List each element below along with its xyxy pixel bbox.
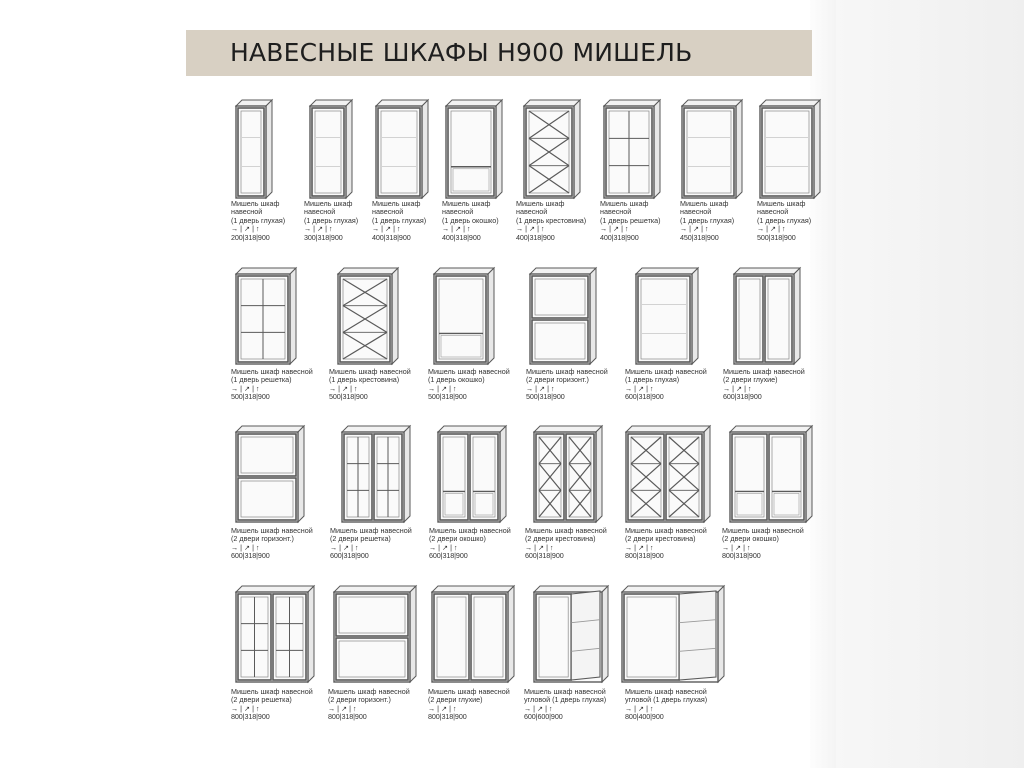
cabinet-body — [434, 274, 488, 364]
cabinet-caption-1 — [231, 200, 285, 242]
cabinet-caption-16 — [330, 527, 412, 561]
orientation-arrows: → | ↗ | ↑ — [680, 224, 709, 234]
caption-line: (1 дверь глухая) — [625, 375, 680, 385]
orientation-arrows: → | ↗ | ↑ — [516, 224, 545, 234]
caption-line: Мишель шкаф — [442, 199, 491, 208]
cabinet-drawing-11 — [434, 268, 498, 368]
caption-line: навесной — [442, 207, 474, 217]
cabinet-dimensions: 800|400|900 — [625, 712, 664, 722]
cabinet-drawing-15 — [236, 426, 308, 526]
cabinet-caption-12 — [526, 368, 608, 402]
cabinet-drawing-20 — [730, 426, 816, 526]
cabinet-caption-19 — [625, 527, 707, 561]
cabinet-caption-13 — [625, 368, 707, 402]
cabinet-body — [760, 106, 814, 198]
caption-line: Мишель шкаф — [516, 199, 565, 208]
caption-line: (1 дверь глухая) — [231, 215, 286, 225]
orientation-arrows: → | ↗ | ↑ — [330, 542, 359, 552]
caption-line: (2 двери глухие) — [723, 375, 778, 385]
cabinet-drawing-19 — [626, 426, 714, 526]
caption-line: Мишель шкаф навесной — [526, 367, 608, 376]
caption-line: Мишель шкаф навесной — [329, 367, 411, 376]
cabinet-caption-2 — [304, 200, 358, 242]
cabinet-body — [636, 274, 692, 364]
caption-line: (1 дверь окошко) — [428, 375, 485, 385]
cabinet-caption-10 — [329, 368, 411, 402]
caption-line: (2 двери горизонт.) — [328, 695, 391, 705]
cabinet-dimensions: 800|318|900 — [428, 712, 467, 722]
caption-line: (1 дверь глухая) — [757, 215, 812, 225]
orientation-arrows: → | ↗ | ↑ — [231, 542, 260, 552]
cabinet-caption-24 — [524, 688, 606, 722]
caption-line: угловой (1 дверь глухая) — [524, 695, 607, 705]
caption-line: (1 дверь глухая) — [680, 215, 735, 225]
cabinet-dimensions: 600|318|900 — [723, 392, 762, 402]
caption-line: Мишель шкаф — [372, 199, 421, 208]
cabinet-caption-8 — [757, 200, 811, 242]
orientation-arrows: → | ↗ | ↑ — [600, 224, 629, 234]
orientation-arrows: → | ↗ | ↑ — [372, 224, 401, 234]
cabinet-body — [236, 106, 266, 198]
cabinet-dimensions: 450|318|900 — [680, 232, 719, 242]
cabinet-dimensions: 500|318|900 — [231, 392, 270, 402]
caption-line: Мишель шкаф навесной — [328, 687, 410, 696]
caption-line: (1 дверь глухая) — [304, 215, 359, 225]
caption-line: Мишель шкаф навесной — [428, 687, 510, 696]
caption-line: (2 двери глухие) — [428, 695, 483, 705]
cabinet-body — [236, 432, 298, 522]
caption-line: (1 дверь крестовина) — [329, 375, 400, 385]
cabinet-drawing-2 — [310, 100, 356, 202]
page-edge-shade — [810, 0, 1024, 768]
caption-line: Мишель шкаф навесной — [723, 367, 805, 376]
cabinet-dimensions: 600|600|900 — [524, 712, 563, 722]
page-title: НАВЕСНЫЕ ШКАФЫ Н900 МИШЕЛЬ — [230, 38, 693, 67]
cabinet-dimensions: 600|318|900 — [231, 551, 270, 561]
orientation-arrows: → | ↗ | ↑ — [428, 703, 457, 713]
cabinet-caption-17 — [429, 527, 511, 561]
cabinet-drawing-17 — [438, 426, 510, 526]
caption-line: (2 двери крестовина) — [525, 534, 596, 544]
cabinet-dimensions: 800|318|900 — [231, 712, 270, 722]
caption-line: навесной — [372, 207, 404, 217]
caption-line: Мишель шкаф навесной — [625, 687, 707, 696]
cabinet-dimensions: 400|318|900 — [372, 232, 411, 242]
orientation-arrows: → | ↗ | ↑ — [625, 703, 654, 713]
orientation-arrows: → | ↗ | ↑ — [723, 383, 752, 393]
cabinet-body — [734, 274, 794, 364]
orientation-arrows: → | ↗ | ↑ — [524, 703, 553, 713]
cabinet-dimensions: 200|318|900 — [231, 232, 270, 242]
caption-line: Мишель шкаф навесной — [625, 526, 707, 535]
caption-line: (1 дверь крестовина) — [516, 215, 587, 225]
caption-line: (2 двери решетка) — [231, 695, 292, 705]
cabinet-drawing-5 — [524, 100, 584, 202]
cabinet-dimensions: 600|318|900 — [330, 551, 369, 561]
caption-line: Мишель шкаф навесной — [525, 526, 607, 535]
orientation-arrows: → | ↗ | ↑ — [231, 703, 260, 713]
cabinet-dimensions: 300|318|900 — [304, 232, 343, 242]
cabinet-body — [534, 432, 596, 522]
cabinet-body — [376, 106, 422, 198]
caption-line: навесной — [600, 207, 632, 217]
orientation-arrows: → | ↗ | ↑ — [329, 383, 358, 393]
caption-line: навесной — [231, 207, 263, 217]
caption-line: (1 дверь глухая) — [372, 215, 427, 225]
cabinet-caption-22 — [328, 688, 410, 722]
cabinet-dimensions: 400|318|900 — [442, 232, 481, 242]
cabinet-drawing-10 — [338, 268, 402, 368]
caption-line: Мишель шкаф навесной — [524, 687, 606, 696]
cabinet-body — [236, 592, 308, 682]
cabinet-drawing-7 — [682, 100, 746, 202]
cabinet-caption-15 — [231, 527, 313, 561]
cabinet-dimensions: 600|318|900 — [429, 551, 468, 561]
orientation-arrows: → | ↗ | ↑ — [625, 542, 654, 552]
caption-line: Мишель шкаф навесной — [231, 687, 313, 696]
cabinet-drawing-1 — [236, 100, 276, 202]
caption-line: Мишель шкаф навесной — [428, 367, 510, 376]
cabinet-drawing-9 — [236, 268, 300, 368]
caption-line: навесной — [757, 207, 789, 217]
cabinet-dimensions: 500|318|900 — [329, 392, 368, 402]
cabinet-dimensions: 800|318|900 — [722, 551, 761, 561]
cabinet-drawing-3 — [376, 100, 432, 202]
caption-line: Мишель шкаф — [680, 199, 729, 208]
orientation-arrows: → | ↗ | ↑ — [231, 224, 260, 234]
caption-line: Мишель шкаф навесной — [231, 526, 313, 535]
cabinet-caption-20 — [722, 527, 804, 561]
cabinet-dimensions: 600|318|900 — [625, 392, 664, 402]
cabinet-caption-5 — [516, 200, 586, 242]
cabinet-body — [432, 592, 508, 682]
caption-line: (1 дверь решетка) — [231, 375, 292, 385]
caption-line: Мишель шкаф — [231, 199, 280, 208]
caption-line: навесной — [680, 207, 712, 217]
cabinet-drawing-25 — [622, 586, 728, 686]
cabinet-drawing-12 — [530, 268, 600, 368]
caption-line: (2 двери окошко) — [722, 534, 779, 544]
orientation-arrows: → | ↗ | ↑ — [304, 224, 333, 234]
caption-line: угловой (1 дверь глухая) — [625, 695, 708, 705]
cabinet-body — [342, 432, 404, 522]
cabinet-drawing-16 — [342, 426, 414, 526]
cabinet-caption-6 — [600, 200, 661, 242]
cabinet-caption-11 — [428, 368, 510, 402]
cabinet-drawing-6 — [604, 100, 664, 202]
cabinet-drawing-8 — [760, 100, 824, 202]
cabinet-body — [682, 106, 736, 198]
cabinet-body — [446, 106, 496, 198]
cabinet-body — [626, 432, 704, 522]
caption-line: (1 дверь решетка) — [600, 215, 661, 225]
cabinet-dimensions: 400|318|900 — [600, 232, 639, 242]
orientation-arrows: → | ↗ | ↑ — [525, 542, 554, 552]
orientation-arrows: → | ↗ | ↑ — [442, 224, 471, 234]
caption-line: Мишель шкаф навесной — [330, 526, 412, 535]
cabinet-drawing-21 — [236, 586, 318, 686]
cabinet-caption-18 — [525, 527, 607, 561]
orientation-arrows: → | ↗ | ↑ — [328, 703, 357, 713]
caption-line: (2 двери решетка) — [330, 534, 391, 544]
cabinet-dimensions: 500|318|900 — [428, 392, 467, 402]
caption-line: Мишель шкаф навесной — [429, 526, 511, 535]
cabinet-caption-9 — [231, 368, 313, 402]
caption-line: Мишель шкаф — [304, 199, 353, 208]
orientation-arrows: → | ↗ | ↑ — [722, 542, 751, 552]
cabinet-dimensions: 800|318|900 — [328, 712, 367, 722]
cabinet-drawing-13 — [636, 268, 702, 368]
caption-line: навесной — [516, 207, 548, 217]
cabinet-body — [730, 432, 806, 522]
cabinet-drawing-23 — [432, 586, 518, 686]
caption-line: Мишель шкаф навесной — [231, 367, 313, 376]
caption-line: Мишель шкаф — [757, 199, 806, 208]
cabinet-caption-23 — [428, 688, 510, 722]
caption-line: Мишель шкаф навесной — [625, 367, 707, 376]
caption-line: (2 двери окошко) — [429, 534, 486, 544]
orientation-arrows: → | ↗ | ↑ — [231, 383, 260, 393]
cabinet-caption-21 — [231, 688, 313, 722]
cabinet-body — [334, 592, 410, 682]
cabinet-drawing-14 — [734, 268, 804, 368]
orientation-arrows: → | ↗ | ↑ — [757, 224, 786, 234]
cabinet-caption-4 — [442, 200, 499, 242]
caption-line: навесной — [304, 207, 336, 217]
cabinet-body — [310, 106, 346, 198]
caption-line: Мишель шкаф навесной — [722, 526, 804, 535]
orientation-arrows: → | ↗ | ↑ — [429, 542, 458, 552]
orientation-arrows: → | ↗ | ↑ — [526, 383, 555, 393]
cabinet-body — [438, 432, 500, 522]
cabinet-dimensions: 500|318|900 — [757, 232, 796, 242]
cabinet-drawing-22 — [334, 586, 420, 686]
cabinet-drawing-18 — [534, 426, 606, 526]
cabinet-drawing-24 — [534, 586, 612, 686]
orientation-arrows: → | ↗ | ↑ — [428, 383, 457, 393]
cabinet-drawing-4 — [446, 100, 506, 202]
caption-line: Мишель шкаф — [600, 199, 649, 208]
cabinet-caption-7 — [680, 200, 734, 242]
orientation-arrows: → | ↗ | ↑ — [625, 383, 654, 393]
cabinet-dimensions: 500|318|900 — [526, 392, 565, 402]
caption-line: (2 двери горизонт.) — [526, 375, 589, 385]
cabinet-caption-3 — [372, 200, 426, 242]
cabinet-dimensions: 400|318|900 — [516, 232, 555, 242]
cabinet-body — [530, 274, 590, 364]
caption-line: (2 двери горизонт.) — [231, 534, 294, 544]
title-banner — [186, 30, 812, 76]
cabinet-caption-25 — [625, 688, 707, 722]
caption-line: (1 дверь окошко) — [442, 215, 499, 225]
cabinet-dimensions: 800|318|900 — [625, 551, 664, 561]
cabinet-dimensions: 600|318|900 — [525, 551, 564, 561]
caption-line: (2 двери крестовина) — [625, 534, 696, 544]
cabinet-caption-14 — [723, 368, 805, 402]
